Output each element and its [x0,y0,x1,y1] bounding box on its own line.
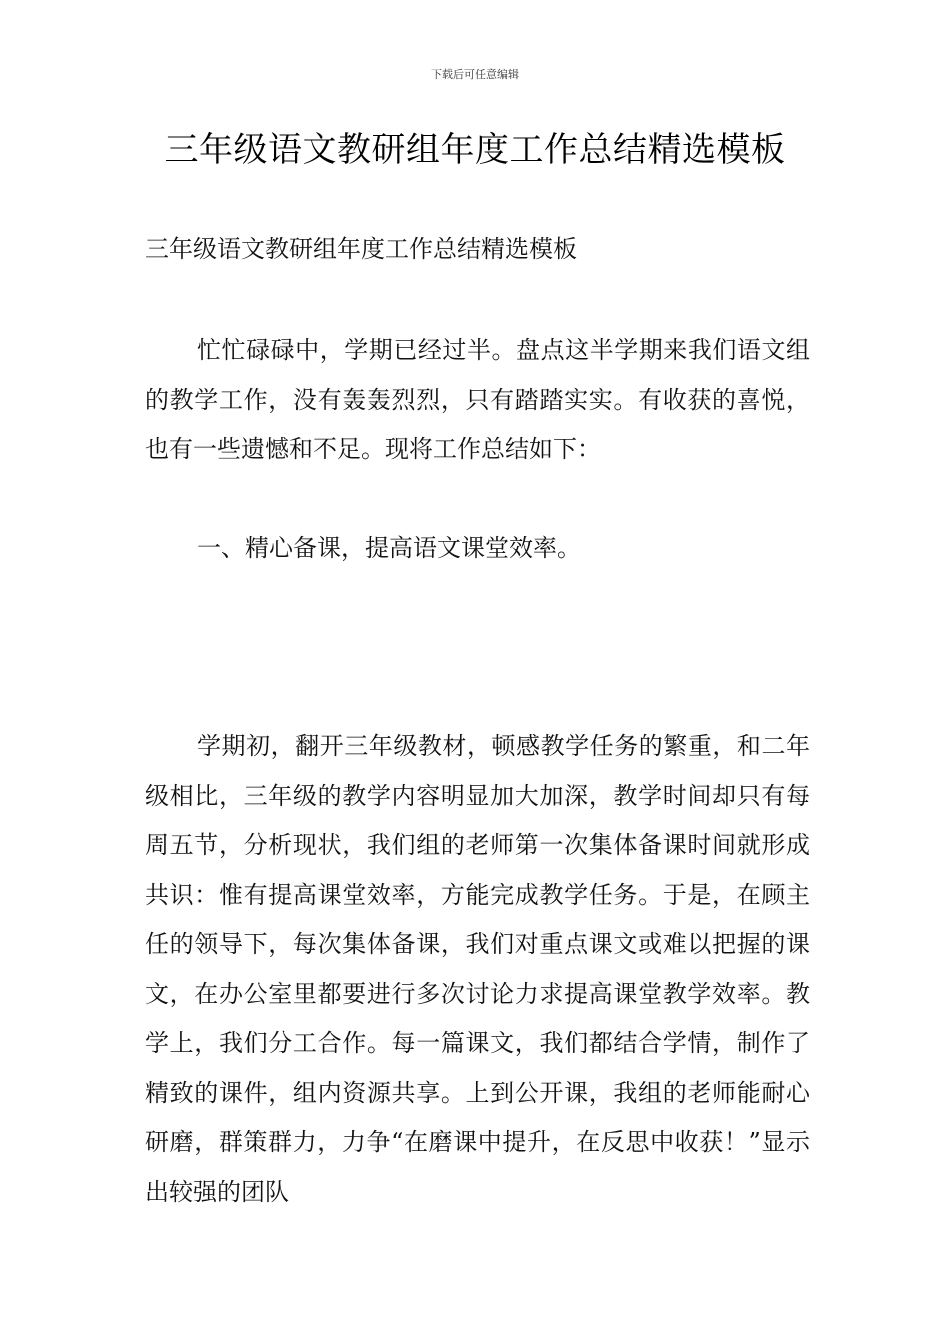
header-note: 下载后可任意编辑 [431,68,519,81]
body-paragraph: 学期初，翻开三年级教材，顿感教学任务的繁重，和二年级相比，三年级的教学内容明显加大加深，教学时间却只有每周五节，分析现状，我们组的老师第一次集体备课时间就形成共识：惟有提高课堂效率，方能完成教学任务。于是，在顾主任的领导下，每次集体备课，我们对重点课文或难以把握的课文，在办公室里都要进行多次讨论力求提高课堂教学效率。教学上，我们分工合作。每一篇课文，我们都结合学情，制作了精致的课件，组内资源共享。上到公开课，我组的老师能耐心研磨，群策群力，力争“在磨课中提升，在反思中收获！”显示出较强的团队 [145,732,810,1206]
intro-paragraph: 忙忙碌碌中，学期已经过半。盘点这半学期来我们语文组的教学工作，没有轰轰烈烈，只有踏踏实实。有收获的喜悦，也有一些遗憾和不足。现将工作总结如下： [145,336,810,463]
document-subtitle: 三年级语文教研组年度工作总结精选模板 [145,235,577,263]
document-title: 三年级语文教研组年度工作总结精选模板 [164,130,786,170]
section-heading: 一、精心备课，提高语文课堂效率。 [197,534,581,562]
